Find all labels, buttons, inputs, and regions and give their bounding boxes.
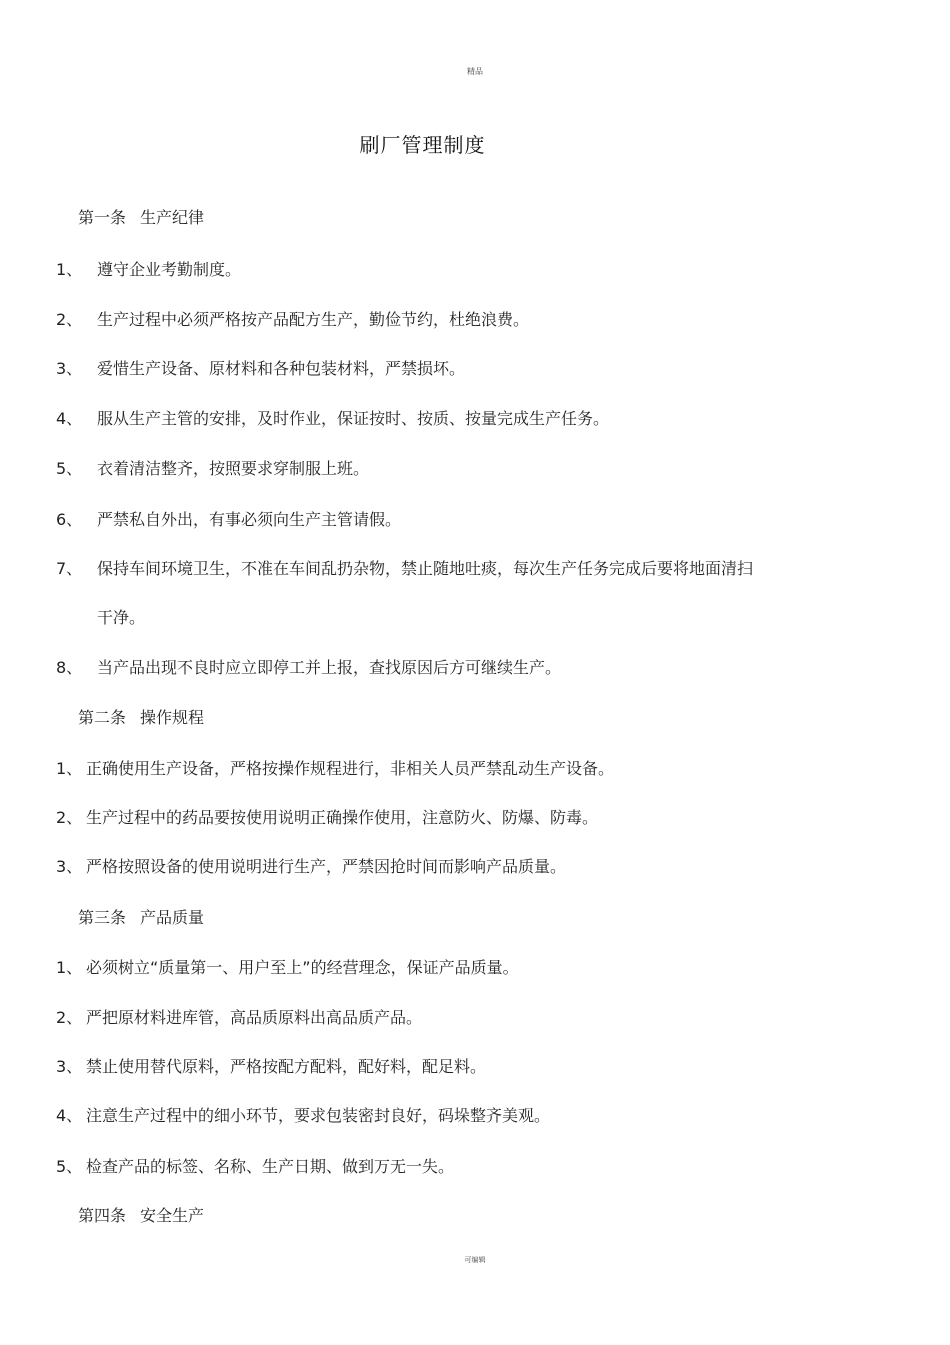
item-number: 1、 [56,759,83,778]
list-item [56,955,856,979]
item-number: 3、 [56,359,83,378]
footer-mark: 可编辑 [464,1256,486,1264]
item-text: 当产品出现不良时应立即停工并上报，查找原因后方可继续生产。 [97,658,562,677]
item-number: 2、 [56,808,83,827]
list-item [56,1005,856,1029]
section-title: 生产纪律 [140,208,205,227]
item-text: 严把原材料进库管，高品质原料出高品质产品。 [86,1008,423,1027]
document-title: 刷厂管理制度 [359,133,486,157]
list-item [56,805,856,829]
item-text: 正确使用生产设备，严格按操作规程进行，非相关人员严禁乱动生产设备。 [86,759,615,778]
item-text: 爱惜生产设备、原材料和各种包装材料，严禁损坏。 [97,359,466,378]
item-text: 检查产品的标签、名称、生产日期、做到万无一失。 [86,1157,455,1176]
item-number: 7、 [56,559,83,578]
section-title: 安全生产 [140,1206,205,1225]
item-number: 3、 [56,857,83,876]
list-item [56,756,856,780]
list-item [56,1154,856,1178]
section-number: 第二条 [78,708,127,727]
item-number: 5、 [56,1157,83,1176]
item-number: 3、 [56,1057,83,1076]
section-heading-1 [78,205,204,228]
item-number: 6、 [56,510,83,529]
item-number: 5、 [56,459,83,478]
item-text: 必须树立“质量第一、用户至上”的经营理念，保证产品质量。 [86,958,519,977]
list-item [56,655,856,679]
item-text: 衣着清洁整齐，按照要求穿制服上班。 [97,459,370,478]
list-item [56,854,856,878]
item-number: 1、 [56,958,83,977]
list-item [56,257,856,281]
item-text: 严禁私自外出，有事必须向生产主管请假。 [97,510,402,529]
section-heading-4 [78,1203,204,1226]
item-number: 8、 [56,658,83,677]
list-item [56,556,896,580]
section-number: 第三条 [78,908,127,927]
item-number: 2、 [56,310,83,329]
section-heading-3 [78,905,204,928]
item-number: 4、 [56,1106,83,1125]
section-number: 第一条 [78,208,127,227]
item-continuation-text: 干净。 [97,608,146,627]
section-number: 第四条 [78,1206,127,1225]
item-number: 2、 [56,1008,83,1027]
list-item [56,356,856,380]
item-text: 严格按照设备的使用说明进行生产，严禁因抢时间而影响产品质量。 [86,857,567,876]
item-text: 生产过程中必须严格按产品配方生产，勤俭节约，杜绝浪费。 [97,310,530,329]
item-text: 禁止使用替代原料，严格按配方配料，配好料，配足料。 [86,1057,487,1076]
header-mark: 精品 [467,67,483,76]
item-text: 遵守企业考勤制度。 [97,260,242,279]
section-title: 产品质量 [140,908,205,927]
item-text: 服从生产主管的安排，及时作业，保证按时、按质、按量完成生产任务。 [97,409,610,428]
item-number: 1、 [56,260,83,279]
list-item [56,1054,856,1078]
item-text: 生产过程中的药品要按使用说明正确操作使用，注意防火、防爆、防毒。 [86,808,599,827]
list-item [56,406,856,430]
list-item [56,456,856,480]
item-number: 4、 [56,409,83,428]
section-heading-2 [78,705,204,728]
list-item [56,307,856,331]
list-item [56,507,856,531]
section-title: 操作规程 [140,708,205,727]
item-text: 注意生产过程中的细小环节，要求包装密封良好，码垛整齐美观。 [86,1106,551,1125]
item-text: 保持车间环境卫生，不准在车间乱扔杂物，禁止随地吐痰，每次生产任务完成后要将地面清扫 [97,559,754,578]
list-item [56,1103,856,1127]
